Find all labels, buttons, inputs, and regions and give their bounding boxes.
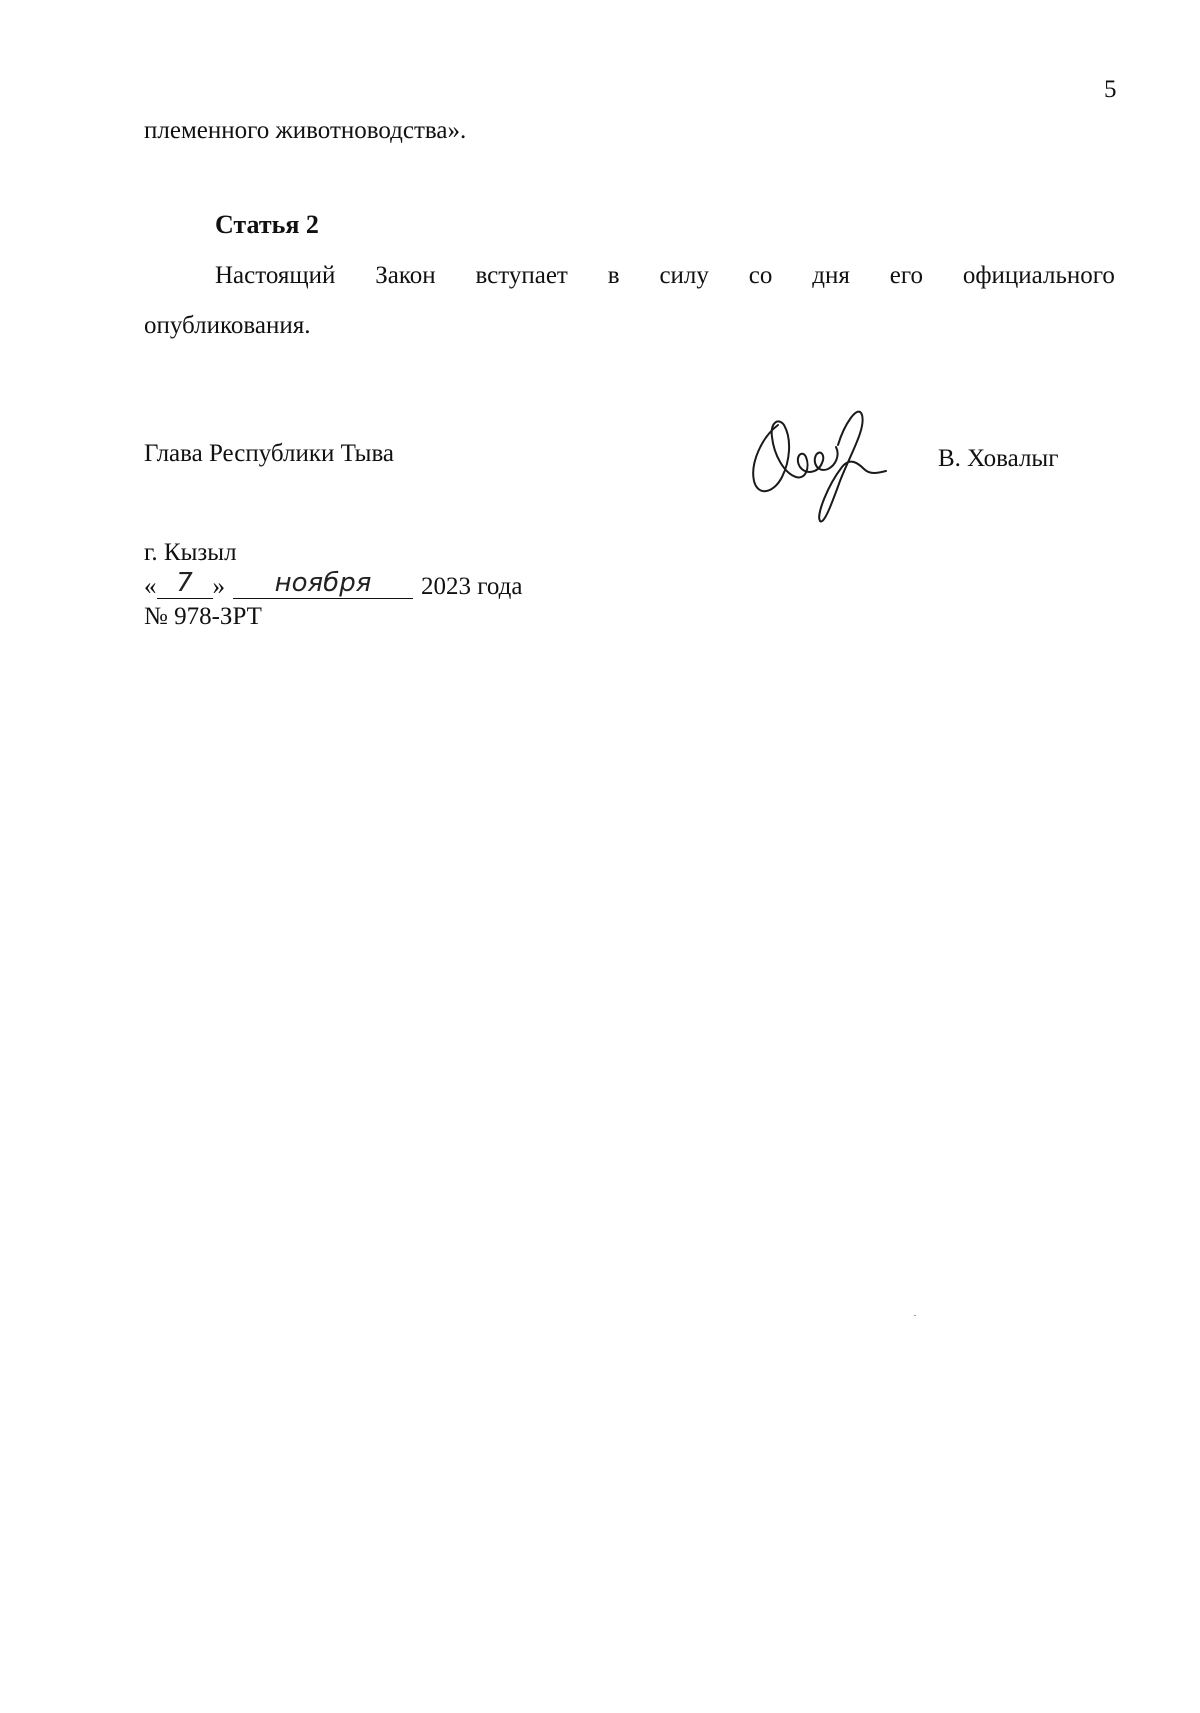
signer-name: В. Ховалыг	[938, 445, 1059, 472]
open-quote: «	[144, 573, 157, 600]
date-month-field	[233, 568, 413, 599]
article-heading: Статья 2	[215, 210, 319, 239]
date-day-field	[157, 568, 213, 599]
word: его	[889, 262, 923, 289]
close-quote: »	[212, 573, 225, 600]
page-number: 5	[1104, 76, 1117, 103]
scan-speck	[914, 1315, 916, 1316]
article-paragraph-line-2: опубликования.	[144, 312, 311, 339]
handwritten-day: 7	[176, 568, 193, 598]
word: дня	[812, 262, 850, 289]
word: Закон	[375, 262, 436, 289]
issue-city: г. Кызыл	[144, 539, 237, 566]
handwritten-signature	[740, 385, 900, 535]
handwritten-month: ноября	[274, 568, 372, 598]
article-paragraph-line-1	[215, 263, 1115, 288]
issue-date-line	[144, 568, 523, 600]
continuation-text: племенного животноводства».	[144, 117, 467, 144]
word: вступает	[475, 262, 568, 289]
signer-title: Глава Республики Тыва	[144, 440, 395, 467]
date-year: 2023 года	[421, 573, 523, 600]
word: силу	[659, 262, 709, 289]
word: официального	[962, 262, 1115, 289]
law-number: № 978-ЗРТ	[144, 603, 262, 630]
word: в	[607, 262, 620, 289]
word: со	[748, 262, 773, 289]
word: Настоящий	[215, 262, 336, 289]
